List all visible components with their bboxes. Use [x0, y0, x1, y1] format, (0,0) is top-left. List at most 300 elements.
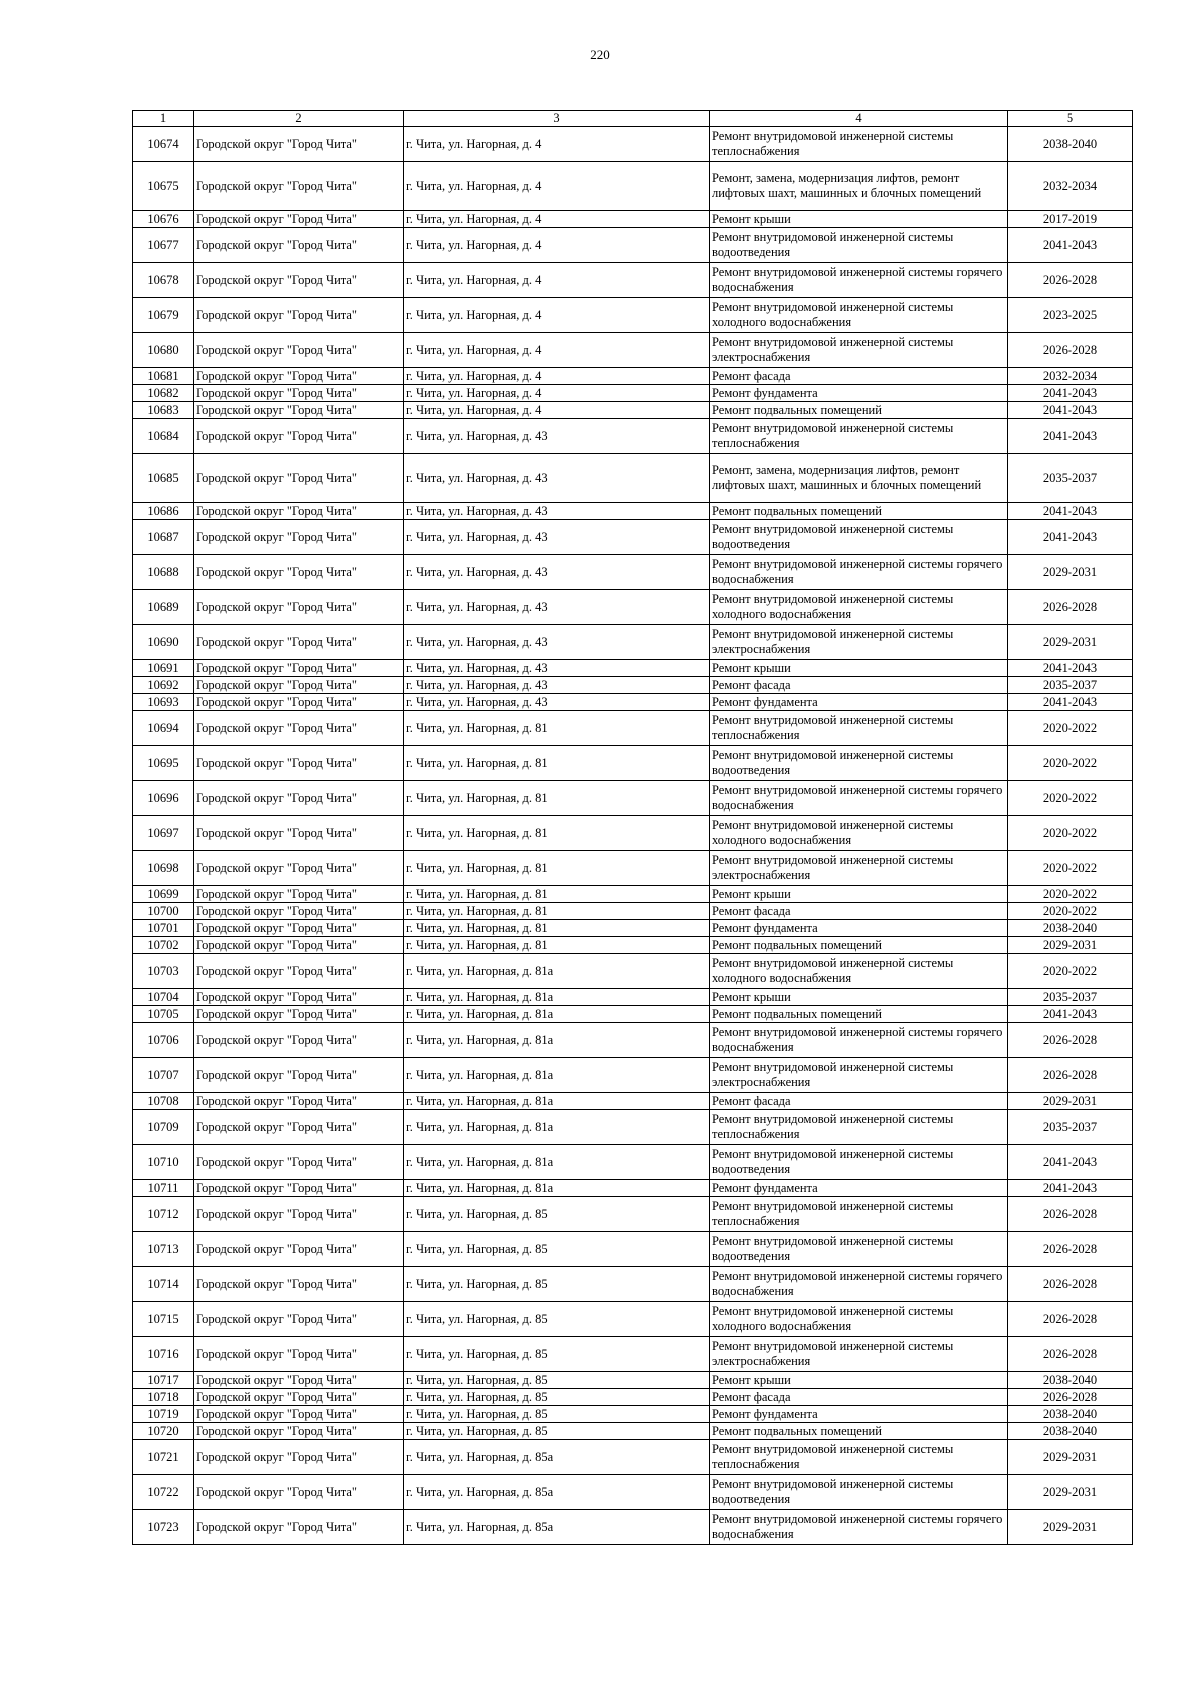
cell-period: 2041-2043 — [1008, 1180, 1133, 1197]
cell-address: г. Чита, ул. Нагорная, д. 81 — [404, 816, 710, 851]
cell-row-number: 10698 — [133, 851, 194, 886]
cell-municipality: Городской округ "Город Чита" — [194, 711, 404, 746]
cell-municipality: Городской округ "Город Чита" — [194, 1440, 404, 1475]
table-row — [133, 1093, 1133, 1110]
cell-period: 2020-2022 — [1008, 954, 1133, 989]
cell-work-type: Ремонт подвальных помещений — [710, 402, 1008, 419]
cell-address: г. Чита, ул. Нагорная, д. 43 — [404, 419, 710, 454]
cell-work-type: Ремонт фасада — [710, 1389, 1008, 1406]
cell-work-type: Ремонт крыши — [710, 660, 1008, 677]
cell-address: г. Чита, ул. Нагорная, д. 4 — [404, 385, 710, 402]
cell-row-number: 10690 — [133, 625, 194, 660]
cell-work-type: Ремонт внутридомовой инженерной системы электроснабжения — [710, 1337, 1008, 1372]
cell-address: г. Чита, ул. Нагорная, д. 4 — [404, 402, 710, 419]
cell-work-type: Ремонт внутридомовой инженерной системы холодного водоснабжения — [710, 590, 1008, 625]
cell-row-number: 10674 — [133, 127, 194, 162]
cell-period: 2041-2043 — [1008, 503, 1133, 520]
cell-work-type: Ремонт внутридомовой инженерной системы водоотведения — [710, 1475, 1008, 1510]
cell-work-type: Ремонт, замена, модернизация лифтов, ремонт лифтовых шахт, машинных и блочных помещений — [710, 454, 1008, 503]
table-row — [133, 1267, 1133, 1302]
cell-municipality: Городской округ "Город Чита" — [194, 211, 404, 228]
cell-row-number: 10706 — [133, 1023, 194, 1058]
cell-period: 2029-2031 — [1008, 1475, 1133, 1510]
table-row — [133, 677, 1133, 694]
cell-address: г. Чита, ул. Нагорная, д. 4 — [404, 333, 710, 368]
cell-period: 2035-2037 — [1008, 677, 1133, 694]
cell-period: 2041-2043 — [1008, 228, 1133, 263]
cell-municipality: Городской округ "Город Чита" — [194, 694, 404, 711]
table-row — [133, 419, 1133, 454]
cell-work-type: Ремонт внутридомовой инженерной системы электроснабжения — [710, 1058, 1008, 1093]
table-header — [133, 111, 1133, 127]
cell-row-number: 10687 — [133, 520, 194, 555]
cell-work-type: Ремонт крыши — [710, 211, 1008, 228]
cell-row-number: 10710 — [133, 1145, 194, 1180]
cell-period: 2026-2028 — [1008, 1023, 1133, 1058]
column-header-3: 3 — [404, 111, 710, 127]
cell-address: г. Чита, ул. Нагорная, д. 81а — [404, 1006, 710, 1023]
table-row — [133, 954, 1133, 989]
cell-row-number: 10714 — [133, 1267, 194, 1302]
table-row — [133, 298, 1133, 333]
cell-work-type: Ремонт крыши — [710, 886, 1008, 903]
cell-work-type: Ремонт внутридомовой инженерной системы электроснабжения — [710, 625, 1008, 660]
cell-address: г. Чита, ул. Нагорная, д. 81 — [404, 886, 710, 903]
cell-address: г. Чита, ул. Нагорная, д. 4 — [404, 127, 710, 162]
cell-municipality: Городской округ "Город Чита" — [194, 1023, 404, 1058]
cell-period: 2020-2022 — [1008, 816, 1133, 851]
cell-row-number: 10685 — [133, 454, 194, 503]
cell-row-number: 10692 — [133, 677, 194, 694]
table-row — [133, 1337, 1133, 1372]
page-number: 220 — [590, 47, 610, 62]
cell-row-number: 10694 — [133, 711, 194, 746]
cell-row-number: 10691 — [133, 660, 194, 677]
cell-work-type: Ремонт внутридомовой инженерной системы теплоснабжения — [710, 1110, 1008, 1145]
table-row — [133, 937, 1133, 954]
cell-work-type: Ремонт крыши — [710, 1372, 1008, 1389]
cell-period: 2038-2040 — [1008, 1372, 1133, 1389]
table-row — [133, 1232, 1133, 1267]
cell-period: 2026-2028 — [1008, 590, 1133, 625]
cell-row-number: 10677 — [133, 228, 194, 263]
cell-period: 2026-2028 — [1008, 1302, 1133, 1337]
cell-municipality: Городской округ "Город Чита" — [194, 162, 404, 211]
cell-period: 2041-2043 — [1008, 660, 1133, 677]
cell-row-number: 10719 — [133, 1406, 194, 1423]
cell-address: г. Чита, ул. Нагорная, д. 81а — [404, 1058, 710, 1093]
cell-municipality: Городской округ "Город Чита" — [194, 1337, 404, 1372]
cell-row-number: 10682 — [133, 385, 194, 402]
cell-municipality: Городской округ "Город Чита" — [194, 1093, 404, 1110]
table-row — [133, 851, 1133, 886]
table-row — [133, 1110, 1133, 1145]
cell-row-number: 10715 — [133, 1302, 194, 1337]
table-row — [133, 162, 1133, 211]
cell-work-type: Ремонт внутридомовой инженерной системы холодного водоснабжения — [710, 816, 1008, 851]
cell-municipality: Городской округ "Город Чита" — [194, 989, 404, 1006]
cell-period: 2026-2028 — [1008, 1232, 1133, 1267]
cell-row-number: 10701 — [133, 920, 194, 937]
table-row — [133, 694, 1133, 711]
table-row — [133, 903, 1133, 920]
cell-address: г. Чита, ул. Нагорная, д. 81 — [404, 711, 710, 746]
cell-period: 2026-2028 — [1008, 1389, 1133, 1406]
cell-row-number: 10675 — [133, 162, 194, 211]
cell-period: 2029-2031 — [1008, 937, 1133, 954]
cell-period: 2041-2043 — [1008, 385, 1133, 402]
table-row — [133, 1197, 1133, 1232]
cell-address: г. Чита, ул. Нагорная, д. 4 — [404, 211, 710, 228]
cell-address: г. Чита, ул. Нагорная, д. 43 — [404, 677, 710, 694]
cell-address: г. Чита, ул. Нагорная, д. 85а — [404, 1440, 710, 1475]
cell-period: 2020-2022 — [1008, 851, 1133, 886]
cell-work-type: Ремонт фасада — [710, 1093, 1008, 1110]
cell-address: г. Чита, ул. Нагорная, д. 81а — [404, 1110, 710, 1145]
cell-period: 2026-2028 — [1008, 1337, 1133, 1372]
cell-municipality: Городской округ "Город Чита" — [194, 660, 404, 677]
cell-municipality: Городской округ "Город Чита" — [194, 1372, 404, 1389]
cell-work-type: Ремонт внутридомовой инженерной системы холодного водоснабжения — [710, 954, 1008, 989]
cell-work-type: Ремонт внутридомовой инженерной системы горячего водоснабжения — [710, 1023, 1008, 1058]
cell-row-number: 10708 — [133, 1093, 194, 1110]
table-row — [133, 920, 1133, 937]
cell-work-type: Ремонт внутридомовой инженерной системы электроснабжения — [710, 851, 1008, 886]
cell-municipality: Городской округ "Город Чита" — [194, 402, 404, 419]
cell-address: г. Чита, ул. Нагорная, д. 81а — [404, 954, 710, 989]
cell-period: 2038-2040 — [1008, 1423, 1133, 1440]
cell-period: 2026-2028 — [1008, 263, 1133, 298]
cell-period: 2032-2034 — [1008, 368, 1133, 385]
cell-municipality: Городской округ "Город Чита" — [194, 127, 404, 162]
cell-address: г. Чита, ул. Нагорная, д. 81а — [404, 1145, 710, 1180]
cell-address: г. Чита, ул. Нагорная, д. 85 — [404, 1389, 710, 1406]
table-row — [133, 1058, 1133, 1093]
cell-address: г. Чита, ул. Нагорная, д. 85 — [404, 1406, 710, 1423]
cell-row-number: 10697 — [133, 816, 194, 851]
cell-row-number: 10703 — [133, 954, 194, 989]
cell-work-type: Ремонт внутридомовой инженерной системы теплоснабжения — [710, 711, 1008, 746]
table-row — [133, 228, 1133, 263]
cell-period: 2026-2028 — [1008, 1197, 1133, 1232]
cell-row-number: 10676 — [133, 211, 194, 228]
cell-municipality: Городской округ "Город Чита" — [194, 263, 404, 298]
cell-period: 2041-2043 — [1008, 402, 1133, 419]
cell-work-type: Ремонт подвальных помещений — [710, 1006, 1008, 1023]
cell-work-type: Ремонт подвальных помещений — [710, 1423, 1008, 1440]
cell-row-number: 10704 — [133, 989, 194, 1006]
table-row — [133, 989, 1133, 1006]
cell-row-number: 10721 — [133, 1440, 194, 1475]
cell-address: г. Чита, ул. Нагорная, д. 43 — [404, 520, 710, 555]
cell-address: г. Чита, ул. Нагорная, д. 85а — [404, 1475, 710, 1510]
column-header-1: 1 — [133, 111, 194, 127]
cell-municipality: Городской округ "Город Чита" — [194, 228, 404, 263]
cell-address: г. Чита, ул. Нагорная, д. 85 — [404, 1423, 710, 1440]
cell-municipality: Городской округ "Город Чита" — [194, 1110, 404, 1145]
cell-work-type: Ремонт внутридомовой инженерной системы водоотведения — [710, 520, 1008, 555]
table-row — [133, 781, 1133, 816]
cell-address: г. Чита, ул. Нагорная, д. 4 — [404, 228, 710, 263]
cell-row-number: 10686 — [133, 503, 194, 520]
table-row — [133, 1145, 1133, 1180]
cell-period: 2038-2040 — [1008, 920, 1133, 937]
cell-municipality: Городской округ "Город Чита" — [194, 937, 404, 954]
cell-period: 2026-2028 — [1008, 1267, 1133, 1302]
cell-work-type: Ремонт фундамента — [710, 1406, 1008, 1423]
table-row — [133, 555, 1133, 590]
cell-work-type: Ремонт внутридомовой инженерной системы горячего водоснабжения — [710, 263, 1008, 298]
cell-period: 2029-2031 — [1008, 625, 1133, 660]
table-row — [133, 520, 1133, 555]
cell-work-type: Ремонт внутридомовой инженерной системы водоотведения — [710, 228, 1008, 263]
cell-row-number: 10720 — [133, 1423, 194, 1440]
cell-period: 2017-2019 — [1008, 211, 1133, 228]
cell-address: г. Чита, ул. Нагорная, д. 81 — [404, 851, 710, 886]
cell-period: 2026-2028 — [1008, 333, 1133, 368]
table-row — [133, 746, 1133, 781]
cell-row-number: 10712 — [133, 1197, 194, 1232]
cell-work-type: Ремонт внутридомовой инженерной системы холодного водоснабжения — [710, 1302, 1008, 1337]
cell-work-type: Ремонт внутридомовой инженерной системы водоотведения — [710, 1145, 1008, 1180]
cell-work-type: Ремонт, замена, модернизация лифтов, ремонт лифтовых шахт, машинных и блочных помещений — [710, 162, 1008, 211]
cell-work-type: Ремонт фундамента — [710, 1180, 1008, 1197]
cell-address: г. Чита, ул. Нагорная, д. 81 — [404, 903, 710, 920]
cell-municipality: Городской округ "Город Чита" — [194, 781, 404, 816]
cell-address: г. Чита, ул. Нагорная, д. 85 — [404, 1197, 710, 1232]
cell-period: 2041-2043 — [1008, 419, 1133, 454]
cell-municipality: Городской округ "Город Чита" — [194, 385, 404, 402]
cell-municipality: Городской округ "Город Чита" — [194, 1510, 404, 1545]
cell-address: г. Чита, ул. Нагорная, д. 81а — [404, 1180, 710, 1197]
cell-address: г. Чита, ул. Нагорная, д. 4 — [404, 298, 710, 333]
cell-work-type: Ремонт внутридомовой инженерной системы теплоснабжения — [710, 1197, 1008, 1232]
cell-address: г. Чита, ул. Нагорная, д. 81а — [404, 989, 710, 1006]
cell-row-number: 10680 — [133, 333, 194, 368]
cell-row-number: 10688 — [133, 555, 194, 590]
cell-row-number: 10713 — [133, 1232, 194, 1267]
table-row — [133, 816, 1133, 851]
repair-schedule-table — [132, 110, 1133, 1545]
cell-municipality: Городской округ "Город Чита" — [194, 368, 404, 385]
cell-address: г. Чита, ул. Нагорная, д. 43 — [404, 660, 710, 677]
cell-row-number: 10696 — [133, 781, 194, 816]
cell-row-number: 10684 — [133, 419, 194, 454]
cell-municipality: Городской округ "Город Чита" — [194, 1180, 404, 1197]
cell-municipality: Городской округ "Город Чита" — [194, 1145, 404, 1180]
table-row — [133, 590, 1133, 625]
cell-work-type: Ремонт внутридомовой инженерной системы электроснабжения — [710, 333, 1008, 368]
cell-address: г. Чита, ул. Нагорная, д. 4 — [404, 368, 710, 385]
cell-municipality: Городской округ "Город Чита" — [194, 903, 404, 920]
cell-work-type: Ремонт внутридомовой инженерной системы теплоснабжения — [710, 1440, 1008, 1475]
table-row — [133, 368, 1133, 385]
cell-period: 2029-2031 — [1008, 1093, 1133, 1110]
table-row — [133, 1302, 1133, 1337]
cell-period: 2038-2040 — [1008, 1406, 1133, 1423]
table-row — [133, 1440, 1133, 1475]
cell-period: 2029-2031 — [1008, 555, 1133, 590]
cell-work-type: Ремонт фасада — [710, 903, 1008, 920]
cell-period: 2035-2037 — [1008, 1110, 1133, 1145]
table-row — [133, 503, 1133, 520]
cell-period: 2041-2043 — [1008, 1145, 1133, 1180]
table-row — [133, 711, 1133, 746]
table-row — [133, 402, 1133, 419]
cell-address: г. Чита, ул. Нагорная, д. 43 — [404, 590, 710, 625]
cell-row-number: 10718 — [133, 1389, 194, 1406]
cell-work-type: Ремонт подвальных помещений — [710, 503, 1008, 520]
cell-address: г. Чита, ул. Нагорная, д. 81 — [404, 937, 710, 954]
header-row — [133, 111, 1133, 127]
cell-municipality: Городской округ "Город Чита" — [194, 1197, 404, 1232]
cell-municipality: Городской округ "Город Чита" — [194, 886, 404, 903]
cell-period: 2041-2043 — [1008, 1006, 1133, 1023]
cell-row-number: 10689 — [133, 590, 194, 625]
table-row — [133, 1389, 1133, 1406]
cell-municipality: Городской округ "Город Чита" — [194, 954, 404, 989]
cell-period: 2035-2037 — [1008, 454, 1133, 503]
cell-municipality: Городской округ "Город Чита" — [194, 503, 404, 520]
cell-period: 2020-2022 — [1008, 781, 1133, 816]
cell-address: г. Чита, ул. Нагорная, д. 4 — [404, 263, 710, 298]
cell-municipality: Городской округ "Город Чита" — [194, 1006, 404, 1023]
cell-work-type: Ремонт фундамента — [710, 920, 1008, 937]
cell-work-type: Ремонт внутридомовой инженерной системы водоотведения — [710, 1232, 1008, 1267]
cell-row-number: 10716 — [133, 1337, 194, 1372]
cell-municipality: Городской округ "Город Чита" — [194, 1406, 404, 1423]
cell-municipality: Городской округ "Город Чита" — [194, 419, 404, 454]
cell-period: 2029-2031 — [1008, 1510, 1133, 1545]
cell-work-type: Ремонт внутридомовой инженерной системы холодного водоснабжения — [710, 298, 1008, 333]
cell-period: 2020-2022 — [1008, 903, 1133, 920]
cell-work-type: Ремонт внутридомовой инженерной системы горячего водоснабжения — [710, 1267, 1008, 1302]
cell-period: 2032-2034 — [1008, 162, 1133, 211]
cell-row-number: 10681 — [133, 368, 194, 385]
table-row — [133, 1006, 1133, 1023]
cell-municipality: Городской округ "Город Чита" — [194, 1302, 404, 1337]
cell-work-type: Ремонт фундамента — [710, 385, 1008, 402]
table-row — [133, 454, 1133, 503]
cell-municipality: Городской округ "Город Чита" — [194, 1058, 404, 1093]
cell-municipality: Городской округ "Город Чита" — [194, 816, 404, 851]
cell-work-type: Ремонт внутридомовой инженерной системы водоотведения — [710, 746, 1008, 781]
cell-address: г. Чита, ул. Нагорная, д. 43 — [404, 503, 710, 520]
cell-address: г. Чита, ул. Нагорная, д. 85 — [404, 1232, 710, 1267]
table-row — [133, 263, 1133, 298]
cell-row-number: 10707 — [133, 1058, 194, 1093]
cell-address: г. Чита, ул. Нагорная, д. 85 — [404, 1267, 710, 1302]
cell-address: г. Чита, ул. Нагорная, д. 43 — [404, 694, 710, 711]
cell-municipality: Городской округ "Город Чита" — [194, 298, 404, 333]
cell-row-number: 10699 — [133, 886, 194, 903]
cell-municipality: Городской округ "Город Чита" — [194, 851, 404, 886]
cell-municipality: Городской округ "Город Чита" — [194, 1475, 404, 1510]
cell-period: 2035-2037 — [1008, 989, 1133, 1006]
cell-work-type: Ремонт фасада — [710, 368, 1008, 385]
table-row — [133, 1372, 1133, 1389]
cell-address: г. Чита, ул. Нагорная, д. 81 — [404, 781, 710, 816]
cell-municipality: Городской округ "Город Чита" — [194, 590, 404, 625]
cell-work-type: Ремонт внутридомовой инженерной системы горячего водоснабжения — [710, 1510, 1008, 1545]
cell-municipality: Городской округ "Город Чита" — [194, 677, 404, 694]
cell-address: г. Чита, ул. Нагорная, д. 43 — [404, 555, 710, 590]
cell-row-number: 10702 — [133, 937, 194, 954]
cell-row-number: 10711 — [133, 1180, 194, 1197]
cell-address: г. Чита, ул. Нагорная, д. 43 — [404, 454, 710, 503]
cell-address: г. Чита, ул. Нагорная, д. 43 — [404, 625, 710, 660]
cell-period: 2029-2031 — [1008, 1440, 1133, 1475]
table-row — [133, 660, 1133, 677]
table-body — [133, 127, 1133, 1545]
cell-municipality: Городской округ "Город Чита" — [194, 920, 404, 937]
cell-address: г. Чита, ул. Нагорная, д. 81 — [404, 920, 710, 937]
column-header-5: 5 — [1008, 111, 1133, 127]
table-row — [133, 333, 1133, 368]
cell-row-number: 10705 — [133, 1006, 194, 1023]
table-row — [133, 886, 1133, 903]
cell-work-type: Ремонт подвальных помещений — [710, 937, 1008, 954]
cell-address: г. Чита, ул. Нагорная, д. 85 — [404, 1372, 710, 1389]
cell-work-type: Ремонт внутридомовой инженерной системы теплоснабжения — [710, 127, 1008, 162]
cell-period: 2041-2043 — [1008, 694, 1133, 711]
cell-row-number: 10695 — [133, 746, 194, 781]
cell-municipality: Городской округ "Город Чита" — [194, 520, 404, 555]
table-row — [133, 625, 1133, 660]
table-row — [133, 1023, 1133, 1058]
table-row — [133, 1423, 1133, 1440]
table-row — [133, 127, 1133, 162]
table-row — [133, 1475, 1133, 1510]
cell-row-number: 10700 — [133, 903, 194, 920]
cell-address: г. Чита, ул. Нагорная, д. 81а — [404, 1023, 710, 1058]
cell-row-number: 10723 — [133, 1510, 194, 1545]
cell-address: г. Чита, ул. Нагорная, д. 85 — [404, 1337, 710, 1372]
cell-period: 2020-2022 — [1008, 746, 1133, 781]
cell-row-number: 10722 — [133, 1475, 194, 1510]
cell-period: 2020-2022 — [1008, 886, 1133, 903]
table-row — [133, 385, 1133, 402]
cell-row-number: 10679 — [133, 298, 194, 333]
cell-address: г. Чита, ул. Нагорная, д. 81а — [404, 1093, 710, 1110]
table-row — [133, 1180, 1133, 1197]
cell-period: 2020-2022 — [1008, 711, 1133, 746]
column-header-2: 2 — [194, 111, 404, 127]
cell-municipality: Городской округ "Город Чита" — [194, 625, 404, 660]
cell-work-type: Ремонт внутридомовой инженерной системы теплоснабжения — [710, 419, 1008, 454]
cell-work-type: Ремонт внутридомовой инженерной системы горячего водоснабжения — [710, 781, 1008, 816]
column-header-4: 4 — [710, 111, 1008, 127]
cell-row-number: 10709 — [133, 1110, 194, 1145]
cell-municipality: Городской округ "Город Чита" — [194, 555, 404, 590]
cell-period: 2041-2043 — [1008, 520, 1133, 555]
cell-municipality: Городской округ "Город Чита" — [194, 454, 404, 503]
cell-municipality: Городской округ "Город Чита" — [194, 746, 404, 781]
cell-municipality: Городской округ "Город Чита" — [194, 333, 404, 368]
cell-municipality: Городской округ "Город Чита" — [194, 1267, 404, 1302]
cell-address: г. Чита, ул. Нагорная, д. 85а — [404, 1510, 710, 1545]
cell-work-type: Ремонт внутридомовой инженерной системы горячего водоснабжения — [710, 555, 1008, 590]
cell-work-type: Ремонт фасада — [710, 677, 1008, 694]
cell-row-number: 10717 — [133, 1372, 194, 1389]
cell-row-number: 10683 — [133, 402, 194, 419]
cell-work-type: Ремонт крыши — [710, 989, 1008, 1006]
cell-address: г. Чита, ул. Нагорная, д. 85 — [404, 1302, 710, 1337]
cell-address: г. Чита, ул. Нагорная, д. 4 — [404, 162, 710, 211]
table-row — [133, 211, 1133, 228]
cell-work-type: Ремонт фундамента — [710, 694, 1008, 711]
cell-municipality: Городской округ "Город Чита" — [194, 1232, 404, 1267]
